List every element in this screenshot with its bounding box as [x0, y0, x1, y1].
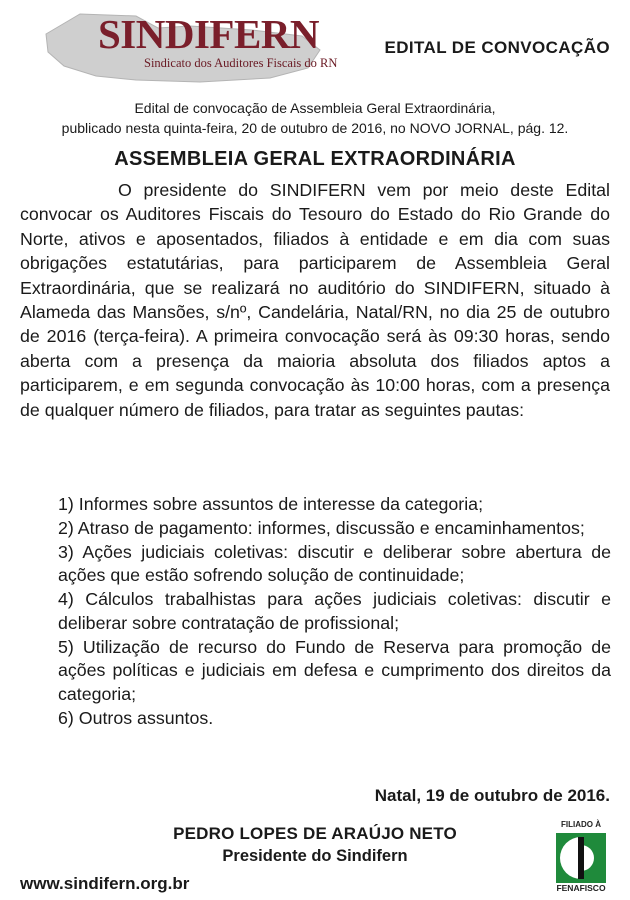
agenda-list: [58, 493, 611, 731]
logo-subtitle: Sindicato dos Auditores Fiscais do RN: [144, 56, 338, 70]
agenda-item: 6) Outros assuntos.: [58, 707, 214, 728]
agenda-item: 3) Ações judiciais coletivas: discutir e deliberar sobre abertura de ações que estão sofrendo solução de continuidade;: [58, 542, 611, 586]
agenda-item: 1) Informes sobre assuntos de interesse da categoria;: [58, 494, 484, 514]
agenda-item: 5) Utilização de recurso do Fundo de Reserva para promoção de ações políticas e judiciais em defesa e cumprimento dos direitos da categoria;: [58, 636, 611, 704]
publication-line-2: publicado nesta quinta-feira, 20 de outubro de 2016, no NOVO JORNAL, pág. 12.: [61, 120, 569, 136]
publication-line-1: Edital de convocação de Assembleia Geral Extraordinária,: [134, 100, 496, 116]
publication-info: [0, 98, 630, 138]
date-line: Natal, 19 de outubro de 2016.: [374, 786, 610, 805]
fenafisco-badge: [552, 820, 610, 896]
document-title: ASSEMBLEIA GERAL EXTRAORDINÁRIA: [114, 148, 516, 170]
signatory-role: Presidente do Sindifern: [222, 847, 408, 865]
agenda-item: 4) Cálculos trabalhistas para ações judiciais coletivas: discutir e deliberar sobre contratação de profissional;: [58, 589, 611, 633]
edital-label: EDITAL DE CONVOCAÇÃO: [384, 38, 610, 57]
fenafisco-bottom-label: FENAFISCO: [556, 883, 606, 893]
sindifern-logo: [40, 6, 338, 88]
signatory-name: PEDRO LOPES DE ARAÚJO NETO: [173, 824, 457, 843]
fenafisco-logo-icon: [556, 833, 606, 883]
header: [0, 0, 630, 92]
fenafisco-top-label: FILIADO À: [561, 820, 601, 829]
agenda-item: 2) Atraso de pagamento: informes, discussão e encaminhamentos;: [58, 518, 585, 538]
logo-wordmark: SINDIFERN: [98, 11, 320, 57]
body-paragraph: O presidente do SINDIFERN vem por meio deste Edital convocar os Auditores Fiscais do Tesouro do Estado do Rio Grande do Norte, ativos e aposentados, filiados à entidade e em dia com suas obrigações estatutárias, para participarem de Assembleia Geral Extraordinária, que se realizará no auditório do SINDIFERN, situado à Alameda das Mansões, s/nº, Candelária, Natal/RN, no dia 25 de outubro de 2016 (terça-feira). A primeira convocação será às 09:30 horas, sendo aberta com a presença da maioria absoluta dos filiados aptos a participarem, e em segunda convocação às 10:00 horas, com a presença de qualquer número de filiados, para tratar as seguintes pautas:: [20, 180, 610, 420]
website-link[interactable]: www.sindifern.org.br: [20, 874, 190, 893]
